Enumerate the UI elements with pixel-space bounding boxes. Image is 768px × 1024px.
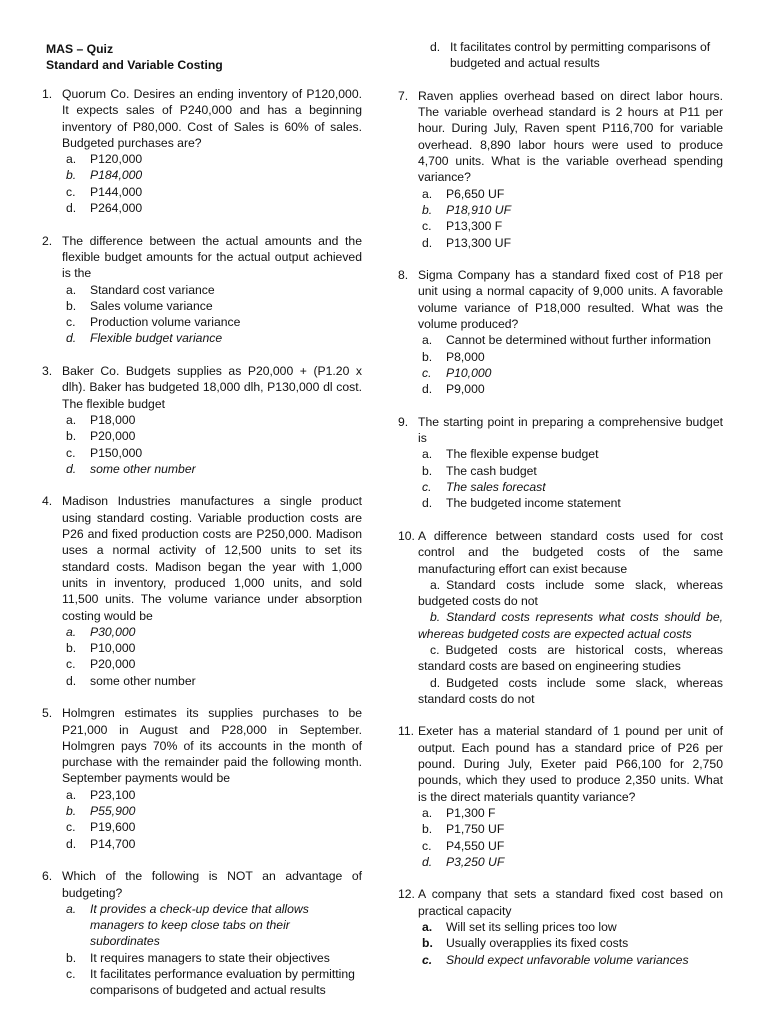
option-d: d. some other number [66,673,196,688]
option-c: c. P19,600 [66,820,136,835]
option-c: c. P20,000 [66,657,136,672]
question-text: Quorum Co. Desires an ending inventory of P120,000. It expects sales of P240,000 and has a beginning inventory of P80,000. Cost of Sales is 60% of sales. Budgeted purchases are? [62,87,362,150]
question-6-continued [398,39,723,72]
option-b: b. Sales volume variance [66,298,213,313]
option-list [62,901,362,999]
question-2 [42,233,362,347]
question-text: Raven applies overhead based on direct labor hours. The variable overhead standard is 2 hours at P11 per hour. During July, Raven spent P116,700 for variable overhead. 8,890 labor hours were used to produce 4,700 units. What is the variable overhead spending variance? [418,88,723,185]
question-text: Sigma Company has a standard fixed cost of P18 per unit using a normal capacity of 9,000 units. A favorable volume variance of P18,000 resulted. What was the volume produced? [418,268,723,332]
option-d: d. P14,700 [66,836,136,851]
option-list [418,332,723,397]
option-d-answer: d. P3,250 UF [422,854,505,869]
question-6 [42,868,362,998]
option-b-answer: b. P18,910 UF [422,202,512,217]
question-number: 5. [42,706,53,721]
option-b: b. Usually overapplies its fixed costs [422,936,629,951]
option-c: c. P150,000 [66,445,143,460]
question-10 [398,528,723,707]
option-c: c. P4,550 UF [422,838,505,853]
question-number: 7. [398,88,409,103]
question-number: 11. [398,724,415,739]
option-list [62,412,362,477]
question-number: 9. [398,414,409,429]
option-list [62,151,362,216]
option-b: b. The cash budget [422,463,537,478]
question-number: 4. [42,494,53,509]
option-b-answer: b. P184,000 [66,168,143,183]
option-b: b. P10,000 [66,641,136,656]
question-text: Holmgren estimates its supplies purchases to be P21,000 in August and P28,000 in September. Holmgren pays 70% of its accounts in the month of purchase with the remainder paid the following month. September payments would be [62,706,362,786]
option-d: d. P13,300 UF [422,235,512,250]
question-text: A company that sets a standard fixed cost based on practical capacity [418,887,723,918]
question-text: Madison Industries manufactures a single product using standard costing. Variable production costs are P26 and fixed production costs are P250,000. Madison uses a normal activity of 12,500 units to set its standard costs. Madison began the year with 1,000 units in inventory, produced 1,000 units, and sold 11,500 units. The volume variance under absorption costing would be [62,494,362,623]
question-number: 10. [398,528,415,543]
option-c: c. It facilitates performance evaluation by permitting comparisons of budgeted and actual results [66,967,355,998]
question-5 [42,705,362,852]
question-3 [42,363,362,477]
option-c: c. Budgeted costs are historical costs, whereas standard costs are based on engineering studies [418,642,723,674]
option-b: b. It requires managers to state their objectives [66,950,330,965]
question-text: The difference between the actual amounts and the flexible budget amounts for the actual output achieved is the [62,233,362,281]
option-a: a. P1,300 F [422,805,496,820]
option-list [62,624,362,689]
quiz-subtitle: Standard and Variable Costing [46,58,223,73]
question-number: 8. [398,268,409,283]
option-a: a. Will set its selling prices too low [422,920,617,935]
question-9 [398,414,723,512]
option-a: a. Cannot be determined without further information [422,333,711,348]
option-list [418,446,723,511]
question-text: A difference between standard costs used for cost control and the budgeted costs of the same manufacturing effort can exist because [418,528,723,576]
option-list [418,805,723,870]
option-c: c. P144,000 [66,184,143,199]
option-a: a. P6,650 UF [422,186,505,201]
option-a-answer: a. P30,000 [66,624,136,639]
option-c: c. Production volume variance [66,315,241,330]
question-7 [398,88,723,251]
option-a: a. The flexible expense budget [422,447,599,462]
option-a: a. P18,000 [66,412,136,427]
page-header [46,41,223,74]
option-a: a. P120,000 [66,152,143,167]
option-c-answer: c. P10,000 [422,365,492,380]
option-d-answer: d. some other number [66,461,196,476]
question-12 [398,886,723,967]
option-b-answer: b. P55,900 [66,804,136,819]
question-text: Which of the following is NOT an advantage of budgeting? [62,869,362,900]
question-number: 12. [398,887,415,902]
option-d-answer: d. Flexible budget variance [66,331,223,346]
option-list [418,186,723,251]
option-d: d. Budgeted costs include some slack, whereas standard costs do not [418,675,723,706]
question-8 [398,267,723,397]
option-b: b. P8,000 [422,349,485,364]
option-list [418,919,723,968]
option-b-answer: b. Standard costs represents what costs should be, whereas budgeted costs are expected actual costs [418,610,723,641]
option-d: d. It facilitates control by permitting comparisons of budgeted and actual results [430,40,711,71]
option-b: b. P1,750 UF [422,822,505,837]
quiz-title: MAS – Quiz [46,42,114,56]
option-d: d. P9,000 [422,382,485,397]
option-list [62,282,362,347]
option-a: a. Standard costs include some slack, whereas budgeted costs do not [418,577,723,609]
option-a-answer: a. It provides a check-up device that allows managers to keep close tabs on their subordinates [66,901,309,949]
question-1 [42,86,362,216]
option-list [418,577,723,707]
right-column [398,39,723,968]
question-4 [42,493,362,689]
option-b: b. P20,000 [66,429,136,444]
option-list [418,39,723,72]
option-a: a. Standard cost variance [66,282,215,297]
question-number: 1. [42,87,53,101]
option-a: a. P23,100 [66,787,136,802]
option-c-answer: c. The sales forecast [422,480,546,495]
left-column [42,86,362,999]
option-list [62,787,362,852]
question-number: 6. [42,869,53,884]
question-text: Baker Co. Budgets supplies as P20,000 + (P1.20 x dlh). Baker has budgeted 18,000 dlh, P130,000 dl cost. The flexible budget [62,364,362,411]
question-number: 2. [42,233,53,248]
question-number: 3. [42,364,53,379]
question-text: Exeter has a material standard of 1 pound per unit of output. Each pound has a standard price of P26 per pound. During July, Exeter paid P66,100 for 2,750 pounds, which they used to produce 2,350 units. What is the direct materials quantity variance? [418,724,723,804]
option-d: d. P264,000 [66,201,143,216]
question-11 [398,723,723,870]
question-text: The starting point in preparing a comprehensive budget is [418,414,723,446]
option-d: d. The budgeted income statement [422,496,621,511]
option-c-answer: c. Should expect unfavorable volume variances [422,952,689,967]
option-c: c. P13,300 F [422,219,503,234]
